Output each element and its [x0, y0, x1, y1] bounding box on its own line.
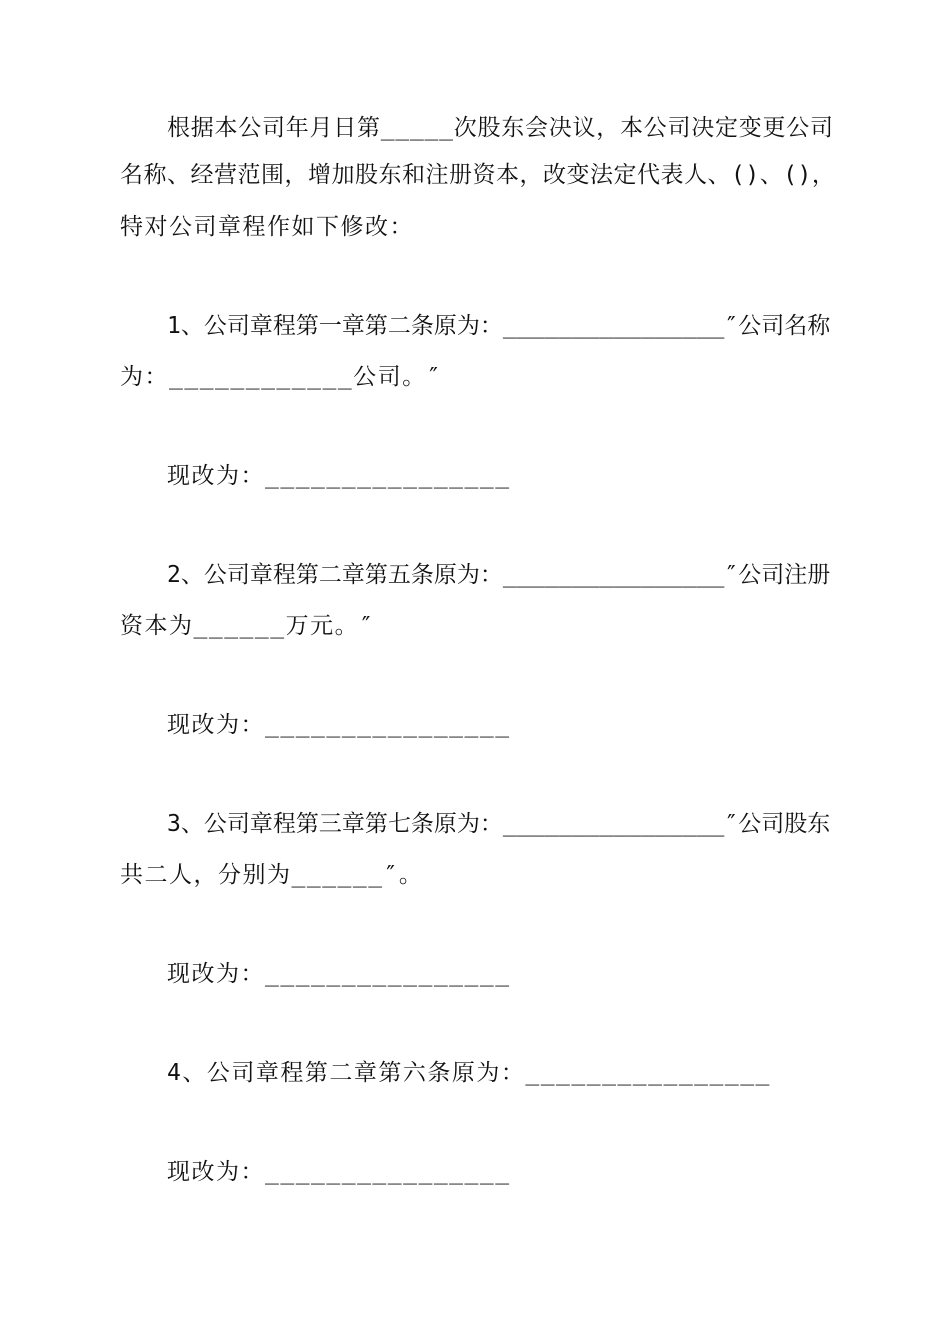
item-2-change: 现改为：________________	[167, 712, 511, 738]
intro-line-3: 特对公司章程作如下修改：	[120, 214, 414, 240]
item-3-line-2: 共二人，分别为______″。	[120, 862, 424, 888]
item-1-line-2: 为：____________公司。″	[120, 364, 443, 390]
item-1-change: 现改为：________________	[167, 463, 511, 489]
intro-line-1: 根据本公司年月日第_____次股东会决议，本公司决定变更公司	[167, 115, 834, 141]
item-3-change: 现改为：________________	[167, 961, 511, 987]
intro-line-2: 名称、经营范围，增加股东和注册资本，改变法定代表人、()、()，	[120, 162, 836, 188]
item-1-line-1: 1、公司章程第一章第二条原为：________________″公司名称	[167, 313, 831, 339]
item-4-line-1: 4、公司章程第二章第六条原为：________________	[167, 1060, 771, 1086]
item-2-line-1: 2、公司章程第二章第五条原为：________________″公司注册	[167, 562, 831, 588]
item-4-change: 现改为：________________	[167, 1159, 511, 1185]
item-2-line-2: 资本为______万元。″	[120, 613, 375, 639]
item-3-line-1: 3、公司章程第三章第七条原为：________________″公司股东	[167, 811, 831, 837]
